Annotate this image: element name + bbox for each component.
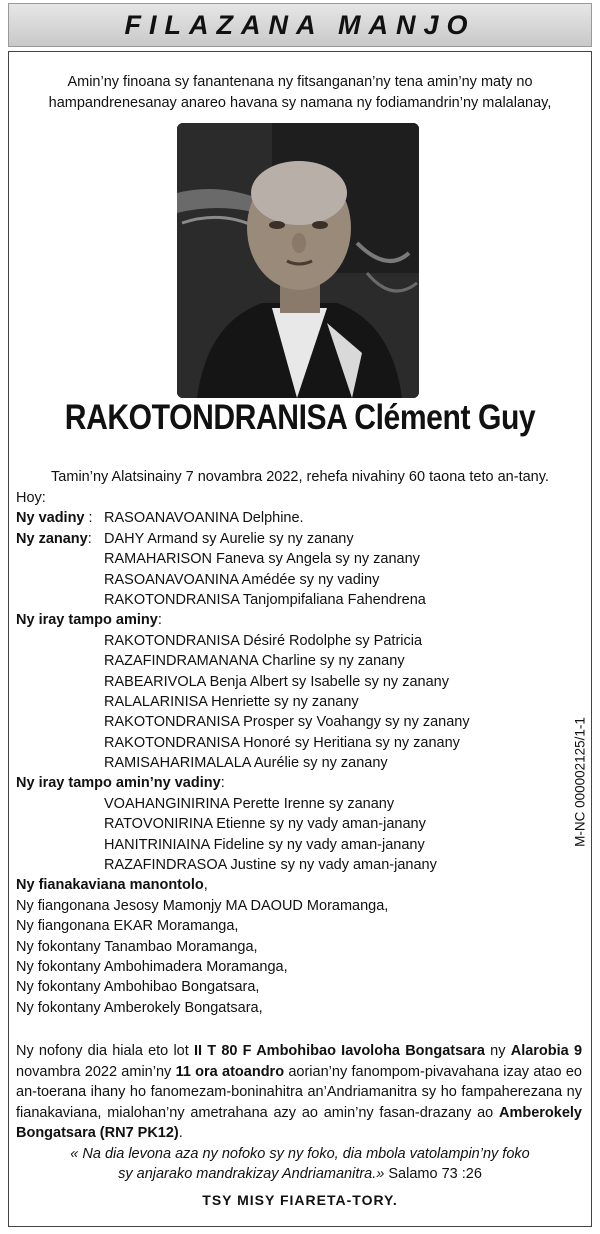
intro-text [20, 72, 580, 114]
spouse-name: RASOANAVOANINA Delphine. [104, 510, 304, 527]
notice-title: FILAZANA MANJO [124, 9, 476, 40]
deceased-name: RAKOTONDRANISA Clément Guy [64, 398, 536, 437]
sibling-entry: RAKOTONDRANISA Désiré Rodolphe sy Patricia [104, 632, 423, 649]
death-notice: Tamin’ny Alatsinainy 7 novambra 2022, rehefa nivahiny 60 taona teto an-tany. [51, 469, 549, 485]
burial-date: Alarobia 9 [510, 1043, 583, 1059]
notice-header [8, 3, 592, 47]
quote-source: Salamo 73 :26 [384, 1166, 482, 1182]
spouse-sibling-entry: HANITRINIAINA Fideline sy ny vady aman-janany [104, 836, 425, 853]
spouse-sibling-entry: RATOVONIRINA Etienne sy ny vady aman-janany [104, 816, 426, 833]
sibling-entry: RAKOTONDRANISA Prosper sy Voahangy sy ny zanany [104, 714, 470, 731]
quote-line: sy anjarako mandrakizay Andriamanitra.» [118, 1166, 385, 1182]
sibling-entry: RAMISAHARIMALALA Aurélie sy ny zanany [104, 755, 388, 772]
burial-paragraph [16, 1041, 582, 1144]
hoy-label: Hoy: [16, 490, 46, 506]
label-separator: : [84, 510, 93, 527]
community-entry: Ny fokontany Ambohimadera Moramanga, [16, 958, 288, 975]
spouse-siblings-label: Ny iray tampo amin’ny vadiny [16, 775, 221, 792]
sibling-entry: RABEARIVOLA Benja Albert sy Isabelle sy ny zanany [104, 673, 449, 690]
spouse-label: Ny vadiny [16, 510, 85, 527]
extended-family-label: Ny fianakaviana manontolo [16, 877, 204, 894]
family-list [16, 488, 556, 1018]
quote-line: « Na dia levona aza ny nofoko sy ny foko, dia mbola vatolampin’ny foko [70, 1146, 530, 1162]
burial-text: . [178, 1125, 183, 1141]
sibling-entry: RAZAFINDRAMANANA Charline sy ny zanany [104, 653, 405, 670]
child-entry: DAHY Armand sy Aurelie sy ny zanany [104, 530, 354, 547]
intro-line: hampandrenesanay anareo havana sy namana ny fodiamandrin’ny malalanay, [48, 95, 552, 111]
label-separator: : [157, 612, 162, 629]
list-item [16, 773, 556, 793]
list-item [16, 529, 556, 549]
label-separator: : [220, 775, 225, 792]
label-separator: : [87, 530, 92, 547]
burial-time: 11 ora atoandro [175, 1063, 285, 1080]
portrait-image [177, 123, 419, 398]
community-entry: Ny fokontany Tanambao Moramanga, [16, 938, 258, 955]
community-entry: Ny fiangonana EKAR Moramanga, [16, 918, 239, 935]
burial-text: novambra 2022 amin’ny [16, 1063, 176, 1080]
scripture-quote [20, 1144, 580, 1184]
deceased-portrait [177, 123, 419, 398]
footer-note: TSY MISY FIARETA-TORY. [202, 1192, 398, 1208]
list-item [16, 875, 556, 895]
label-separator: , [203, 877, 208, 894]
children-label: Ny zanany [16, 530, 88, 547]
list-item [16, 610, 556, 630]
burial-text: ny [484, 1043, 511, 1059]
community-entry: Ny fokontany Ambohibao Bongatsara, [16, 979, 260, 996]
intro-line: Amin’ny finoana sy fanantenana ny fitsanganan’ny tena amin’ny maty no [67, 74, 533, 90]
spouse-sibling-entry: RAZAFINDRASOA Justine sy ny vady aman-janany [104, 857, 437, 874]
spouse-sibling-entry: VOAHANGINIRINA Perette Irenne sy zanany [104, 795, 395, 812]
list-item [16, 508, 556, 528]
sibling-entry: RAKOTONDRANISA Honoré sy Heritiana sy ny zanany [104, 734, 460, 751]
child-entry: RAKOTONDRANISA Tanjompifaliana Fahendrena [104, 591, 426, 608]
reference-code: M-NC 000002125/1-1 [572, 717, 588, 847]
community-entry: Ny fiangonana Jesosy Mamonjy MA DAOUD Moramanga, [16, 897, 389, 914]
burial-text: aorian’ny fanompom-pivavahana izay atao eo an-toerana ihany ho fanomezam-boninahitra an’Andriamanitra sy ho fampaherezana ny fianakaviana, mialohan’ny ametrahana azy ao amin’ny fasan-drazany ao [16, 1063, 582, 1121]
child-entry: RASOANAVOANINA Amédée sy ny vadiny [104, 571, 380, 588]
burial-location: II T 80 F Ambohibao Iavoloha Bongatsara [194, 1043, 485, 1059]
sibling-entry: RALALARINISA Henriette sy ny zanany [104, 693, 359, 710]
burial-tomb-location: Amberokely Bongatsara (RN7 PK12) [16, 1104, 582, 1141]
burial-text: Ny nofony dia hiala eto lot [16, 1043, 194, 1059]
siblings-label: Ny iray tampo aminy [16, 612, 158, 629]
child-entry: RAMAHARISON Faneva sy Angela sy ny zanany [104, 551, 420, 568]
community-entry: Ny fokontany Amberokely Bongatsara, [16, 999, 263, 1016]
